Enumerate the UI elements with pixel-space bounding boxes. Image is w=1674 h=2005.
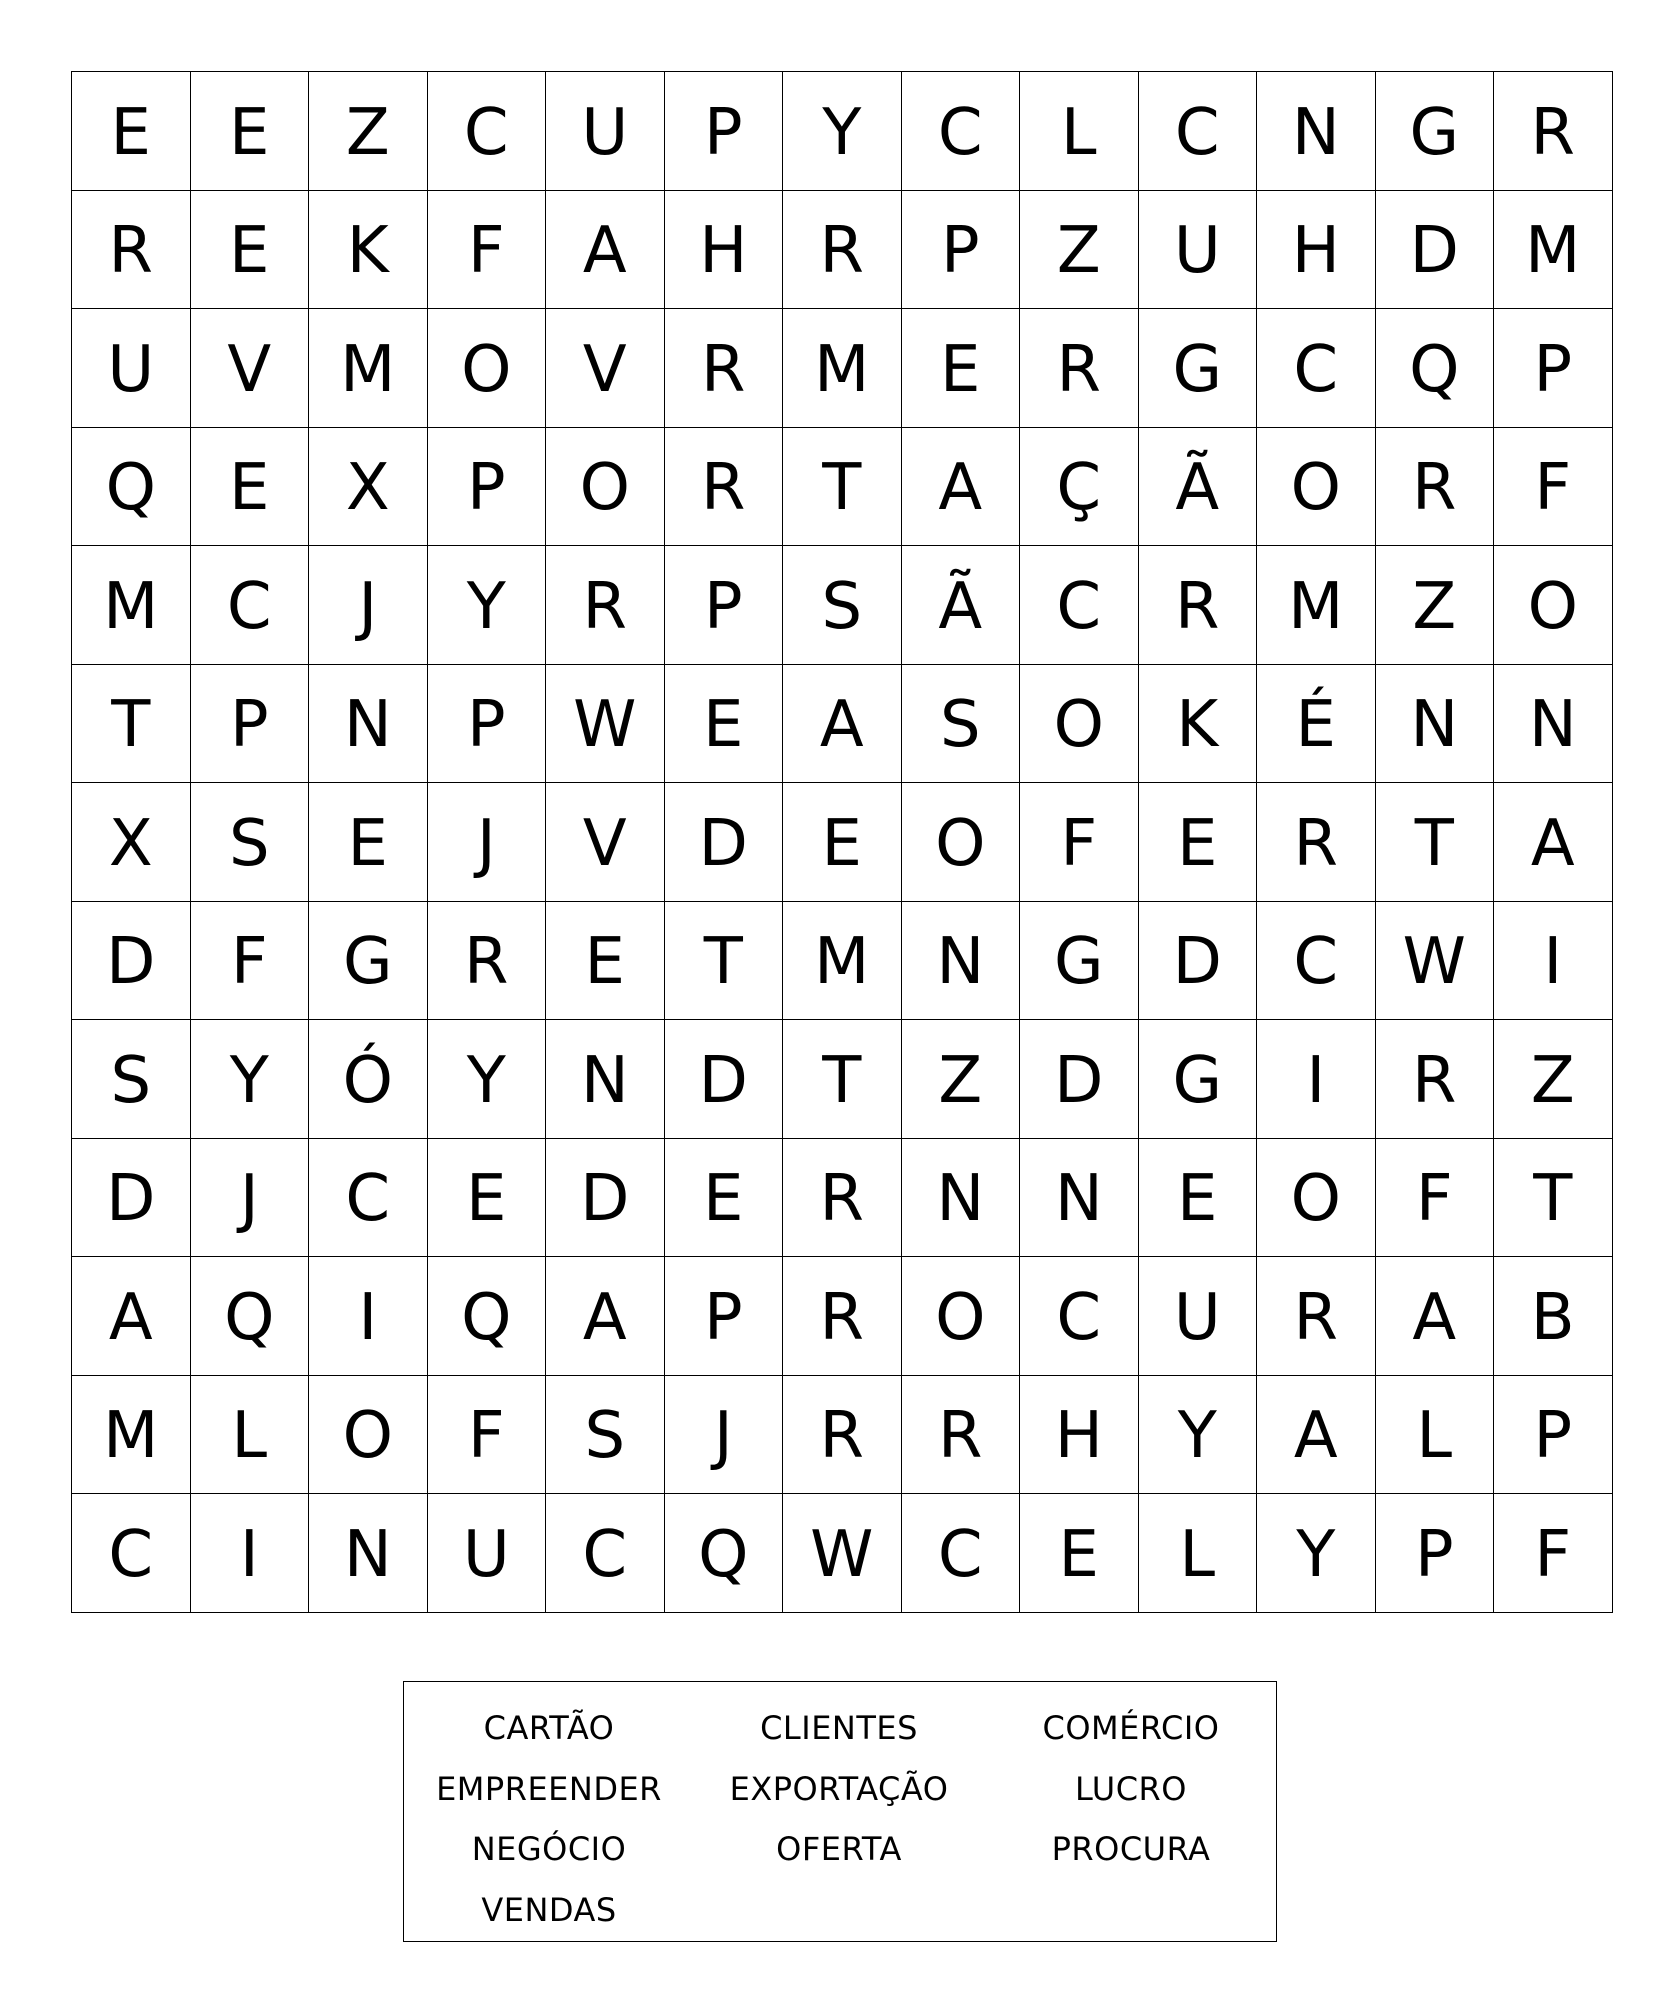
grid-cell[interactable]: S [191, 783, 310, 902]
grid-cell[interactable]: L [191, 1376, 310, 1495]
grid-cell[interactable]: D [1020, 1020, 1139, 1139]
grid-cell[interactable]: T [665, 902, 784, 1021]
grid-cell[interactable]: O [1257, 1139, 1376, 1258]
grid-cell[interactable]: U [428, 1494, 547, 1613]
grid-cell[interactable]: R [783, 1257, 902, 1376]
word-list-item: OFERTA [776, 1830, 902, 1869]
grid-cell[interactable]: D [72, 902, 191, 1021]
grid-cell[interactable]: A [902, 428, 1021, 547]
grid-cell[interactable]: C [902, 72, 1021, 191]
grid-cell[interactable]: K [1139, 665, 1258, 784]
grid-cell[interactable]: M [72, 1376, 191, 1495]
grid-cell[interactable]: V [546, 309, 665, 428]
grid-cell[interactable]: C [1020, 1257, 1139, 1376]
grid-cell[interactable]: R [1257, 783, 1376, 902]
grid-cell[interactable]: H [1257, 191, 1376, 310]
grid-cell[interactable]: Z [309, 72, 428, 191]
grid-cell[interactable]: P [1494, 309, 1613, 428]
grid-cell[interactable]: C [1020, 546, 1139, 665]
grid-cell[interactable]: N [902, 1139, 1021, 1258]
grid-cell[interactable]: S [72, 1020, 191, 1139]
grid-cell[interactable]: M [783, 902, 902, 1021]
grid-cell[interactable]: R [665, 428, 784, 547]
grid-cell[interactable]: C [72, 1494, 191, 1613]
grid-cell[interactable]: A [1376, 1257, 1495, 1376]
grid-cell[interactable]: M [1257, 546, 1376, 665]
word-list-item: LUCRO [1075, 1769, 1187, 1808]
grid-cell[interactable]: D [1376, 191, 1495, 310]
grid-cell[interactable]: J [428, 783, 547, 902]
grid-cell[interactable]: Y [428, 1020, 547, 1139]
grid-cell[interactable]: R [428, 902, 547, 1021]
grid-cell[interactable]: E [1139, 783, 1258, 902]
word-list-item: PROCURA [1051, 1830, 1211, 1869]
grid-cell[interactable]: Ã [902, 546, 1021, 665]
grid-cell[interactable]: O [902, 783, 1021, 902]
grid-cell[interactable]: E [191, 72, 310, 191]
grid-cell[interactable]: R [1020, 309, 1139, 428]
grid-cell[interactable]: N [309, 665, 428, 784]
grid-cell[interactable]: Y [1139, 1376, 1258, 1495]
grid-cell[interactable]: I [191, 1494, 310, 1613]
grid-cell[interactable]: A [546, 1257, 665, 1376]
grid-cell[interactable]: R [546, 546, 665, 665]
grid-cell[interactable]: O [1257, 428, 1376, 547]
grid-cell[interactable]: I [309, 1257, 428, 1376]
grid-cell[interactable]: O [902, 1257, 1021, 1376]
grid-cell[interactable]: E [309, 783, 428, 902]
grid-cell[interactable]: U [1139, 1257, 1258, 1376]
grid-cell[interactable]: B [1494, 1257, 1613, 1376]
grid-cell[interactable]: E [665, 665, 784, 784]
grid-cell[interactable]: W [1376, 902, 1495, 1021]
grid-cell[interactable]: A [1494, 783, 1613, 902]
grid-cell[interactable]: O [1494, 546, 1613, 665]
grid-cell[interactable]: W [783, 1494, 902, 1613]
grid-cell[interactable]: M [72, 546, 191, 665]
word-list-item: COMÉRCIO [1042, 1709, 1220, 1748]
grid-cell[interactable]: A [546, 191, 665, 310]
grid-cell[interactable]: Z [902, 1020, 1021, 1139]
grid-cell[interactable]: F [1494, 1494, 1613, 1613]
grid-cell[interactable]: M [309, 309, 428, 428]
grid-cell[interactable]: C [309, 1139, 428, 1258]
grid-cell[interactable]: G [1139, 309, 1258, 428]
grid-cell[interactable]: E [902, 309, 1021, 428]
grid-cell[interactable]: Z [1020, 191, 1139, 310]
grid-cell[interactable]: M [1494, 191, 1613, 310]
grid-cell[interactable]: K [309, 191, 428, 310]
grid-cell[interactable]: O [546, 428, 665, 547]
grid-cell[interactable]: F [1494, 428, 1613, 547]
grid-cell[interactable]: T [783, 1020, 902, 1139]
grid-cell[interactable]: N [1257, 72, 1376, 191]
grid-cell[interactable]: E [1020, 1494, 1139, 1613]
grid-cell[interactable]: S [783, 546, 902, 665]
grid-cell[interactable]: L [1376, 1376, 1495, 1495]
grid-cell[interactable]: F [428, 191, 547, 310]
grid-cell[interactable]: R [1376, 428, 1495, 547]
grid-cell[interactable]: R [783, 1376, 902, 1495]
grid-cell[interactable]: P [665, 72, 784, 191]
grid-cell[interactable]: A [783, 665, 902, 784]
grid-cell[interactable]: D [665, 1020, 784, 1139]
grid-cell[interactable]: C [902, 1494, 1021, 1613]
word-list [404, 1698, 1276, 1940]
grid-cell[interactable]: E [72, 72, 191, 191]
grid-cell[interactable]: P [1376, 1494, 1495, 1613]
grid-cell[interactable]: Q [1376, 309, 1495, 428]
grid-cell[interactable]: I [1257, 1020, 1376, 1139]
grid-cell[interactable]: E [191, 191, 310, 310]
grid-cell[interactable]: N [1494, 665, 1613, 784]
word-list-item: CARTÃO [483, 1709, 615, 1748]
grid-cell[interactable]: D [546, 1139, 665, 1258]
grid-cell[interactable]: R [1494, 72, 1613, 191]
grid-cell[interactable]: M [783, 309, 902, 428]
grid-cell[interactable]: G [309, 902, 428, 1021]
grid-cell[interactable]: P [191, 665, 310, 784]
grid-cell[interactable]: J [665, 1376, 784, 1495]
grid-cell[interactable]: É [1257, 665, 1376, 784]
grid-cell[interactable]: E [665, 1139, 784, 1258]
grid-cell[interactable]: P [428, 665, 547, 784]
grid-cell[interactable]: V [546, 783, 665, 902]
grid-cell[interactable]: R [665, 309, 784, 428]
grid-cell[interactable]: Y [191, 1020, 310, 1139]
grid-cell[interactable]: D [1139, 902, 1258, 1021]
grid-cell[interactable]: E [191, 428, 310, 547]
grid-cell[interactable]: E [783, 783, 902, 902]
grid-cell[interactable]: S [546, 1376, 665, 1495]
grid-cell[interactable]: N [1020, 1139, 1139, 1258]
grid-cell[interactable]: X [72, 783, 191, 902]
grid-cell[interactable]: R [1257, 1257, 1376, 1376]
grid-cell[interactable]: Z [1376, 546, 1495, 665]
grid-cell[interactable]: W [546, 665, 665, 784]
grid-cell[interactable]: O [309, 1376, 428, 1495]
grid-cell[interactable]: C [1257, 309, 1376, 428]
word-list-item: NEGÓCIO [471, 1830, 627, 1869]
grid-cell[interactable]: R [902, 1376, 1021, 1495]
word-list-item: EXPORTAÇÃO [729, 1769, 949, 1808]
grid-cell[interactable]: Q [665, 1494, 784, 1613]
grid-cell[interactable]: E [428, 1139, 547, 1258]
grid-cell[interactable]: R [1139, 546, 1258, 665]
grid-cell[interactable]: Q [428, 1257, 547, 1376]
grid-cell[interactable]: F [1376, 1139, 1495, 1258]
grid-cell[interactable]: R [783, 191, 902, 310]
word-list-item: CLIENTES [760, 1709, 918, 1748]
grid-cell[interactable]: R [783, 1139, 902, 1258]
grid-cell[interactable]: E [1139, 1139, 1258, 1258]
grid-cell[interactable]: Y [1257, 1494, 1376, 1613]
grid-cell[interactable]: T [1494, 1139, 1613, 1258]
grid-cell[interactable]: N [309, 1494, 428, 1613]
grid-cell[interactable]: E [546, 902, 665, 1021]
grid-cell[interactable]: O [428, 309, 547, 428]
grid-cell[interactable]: G [1020, 902, 1139, 1021]
grid-cell[interactable]: V [191, 309, 310, 428]
grid-cell[interactable]: C [1257, 902, 1376, 1021]
grid-cell[interactable]: U [1139, 191, 1258, 310]
grid-cell[interactable]: X [309, 428, 428, 547]
word-list-item: VENDAS [481, 1890, 617, 1929]
grid-cell[interactable]: Y [783, 72, 902, 191]
grid-cell[interactable]: T [783, 428, 902, 547]
word-list-item: EMPREENDER [436, 1769, 662, 1808]
grid-cell[interactable]: U [72, 309, 191, 428]
grid-cell[interactable]: H [1020, 1376, 1139, 1495]
grid-cell[interactable]: A [1257, 1376, 1376, 1495]
grid-cell[interactable]: Ç [1020, 428, 1139, 547]
grid-cell[interactable]: O [1020, 665, 1139, 784]
grid-cell[interactable]: R [1376, 1020, 1495, 1139]
grid-cell[interactable]: J [191, 1139, 310, 1258]
grid-cell[interactable]: R [72, 191, 191, 310]
grid-cell[interactable]: Y [428, 546, 547, 665]
grid-cell[interactable]: G [1376, 72, 1495, 191]
grid-cell[interactable]: N [902, 902, 1021, 1021]
grid-cell[interactable]: P [1494, 1376, 1613, 1495]
grid-cell[interactable]: U [546, 72, 665, 191]
grid-cell[interactable]: S [902, 665, 1021, 784]
grid-cell[interactable]: G [1139, 1020, 1258, 1139]
grid-cell[interactable]: L [1139, 1494, 1258, 1613]
grid-cell[interactable]: H [665, 191, 784, 310]
grid-cell[interactable]: C [191, 546, 310, 665]
grid-cell[interactable]: C [428, 72, 547, 191]
grid-cell[interactable]: A [72, 1257, 191, 1376]
grid-cell[interactable]: D [665, 783, 784, 902]
grid-cell[interactable]: Ó [309, 1020, 428, 1139]
grid-cell[interactable]: T [72, 665, 191, 784]
grid-cell[interactable]: F [1020, 783, 1139, 902]
grid-cell[interactable]: N [1376, 665, 1495, 784]
grid-cell[interactable]: P [902, 191, 1021, 310]
grid-cell[interactable]: C [546, 1494, 665, 1613]
word-list-box [403, 1681, 1277, 1942]
grid-cell[interactable]: J [309, 546, 428, 665]
grid-cell[interactable]: I [1494, 902, 1613, 1021]
grid-cell[interactable]: Q [191, 1257, 310, 1376]
grid-cell[interactable]: T [1376, 783, 1495, 902]
grid-cell[interactable]: Z [1494, 1020, 1613, 1139]
grid-cell[interactable]: C [1139, 72, 1258, 191]
grid-cell[interactable]: F [428, 1376, 547, 1495]
grid-cell[interactable]: Q [72, 428, 191, 547]
grid-cell[interactable]: P [665, 546, 784, 665]
grid-cell[interactable]: Ã [1139, 428, 1258, 547]
grid-cell[interactable]: L [1020, 72, 1139, 191]
grid-cell[interactable]: F [191, 902, 310, 1021]
grid-cell[interactable]: D [72, 1139, 191, 1258]
grid-cell[interactable]: N [546, 1020, 665, 1139]
grid-cell[interactable]: P [665, 1257, 784, 1376]
letter-grid [71, 71, 1613, 1613]
grid-cell[interactable]: P [428, 428, 547, 547]
